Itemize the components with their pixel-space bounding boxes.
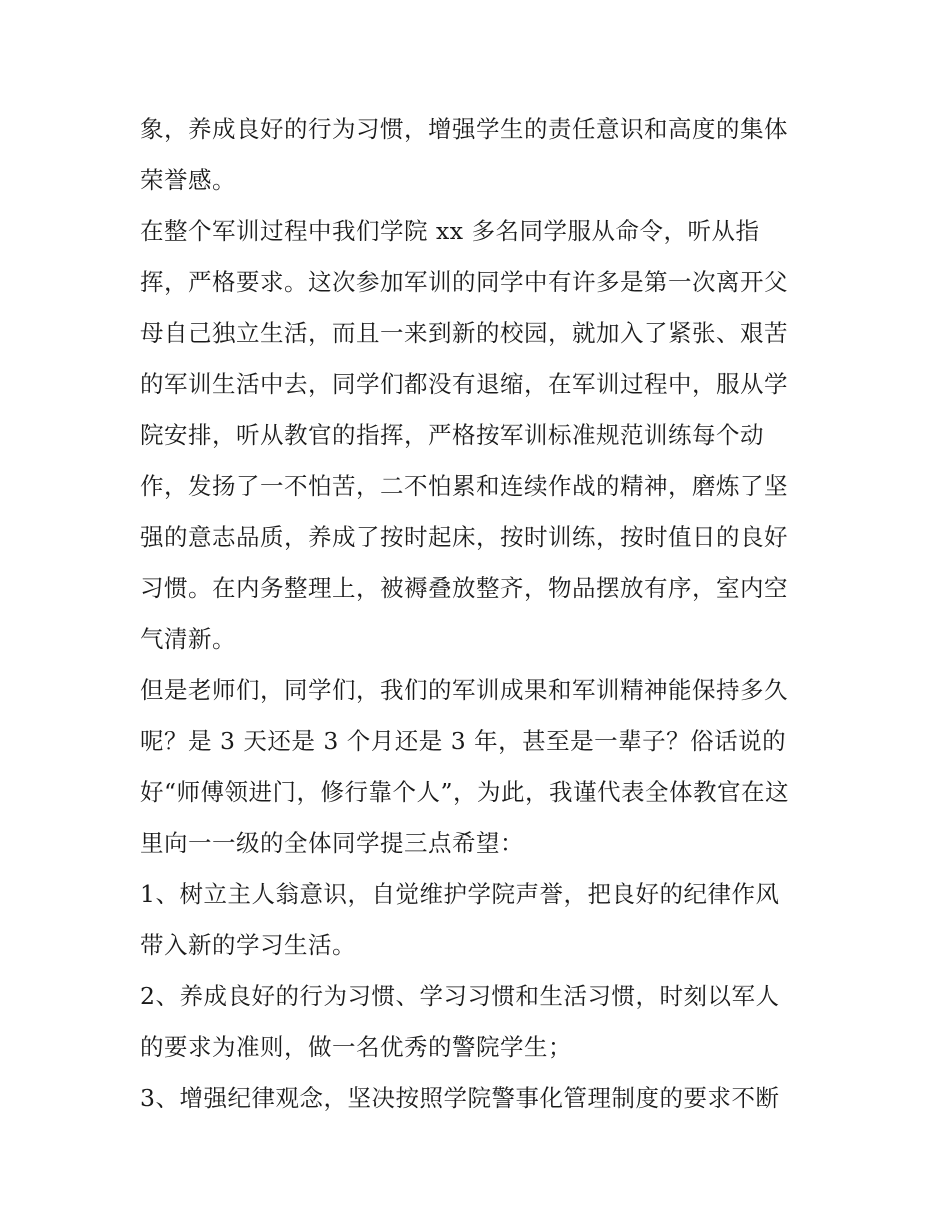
text-line: 挥，严格要求。这次参加军训的同学中有许多是第一次离开父	[140, 268, 788, 296]
text-line: 的要求为准则，做一名优秀的警院学生；	[140, 1033, 572, 1061]
text-line: 好“师傅领进门，修行靠个人”，为此，我谨代表全体教官在这	[140, 778, 790, 806]
text-line: 2、养成良好的行为习惯、学习习惯和生活习惯，时刻以军人	[140, 982, 780, 1010]
text-line: 母自己独立生活，而且一来到新的校园，就加入了紧张、艰苦	[140, 319, 788, 347]
text-line: 但是老师们，同学们，我们的军训成果和军训精神能保持多久	[140, 676, 788, 704]
text-line: 院安排，听从教官的指挥，严格按军训标准规范训练每个动	[140, 421, 764, 449]
text-line: 作，发扬了一不怕苦，二不怕累和连续作战的精神，磨炼了坚	[140, 472, 788, 500]
document-body	[140, 104, 830, 1124]
text-line: 带入新的学习生活。	[140, 931, 356, 959]
text-line: 呢？是 3 天还是 3 个月还是 3 年，甚至是一辈子？俗话说的	[140, 727, 787, 755]
text-line: 1、树立主人翁意识，自觉维护学院声誉，把良好的纪律作风	[140, 880, 780, 908]
text-line: 荣誉感。	[140, 166, 236, 194]
text-line: 气清新。	[140, 625, 236, 653]
text-line: 的军训生活中去，同学们都没有退缩，在军训过程中，服从学	[140, 370, 788, 398]
text-line: 强的意志品质，养成了按时起床，按时训练，按时值日的良好	[140, 523, 788, 551]
text-line: 象，养成良好的行为习惯，增强学生的责任意识和高度的集体	[140, 115, 788, 143]
text-line: 习惯。在内务整理上，被褥叠放整齐，物品摆放有序，室内空	[140, 574, 788, 602]
text-line: 在整个军训过程中我们学院 xx 多名同学服从命令，听从指	[140, 217, 760, 245]
text-line: 里向一一级的全体同学提三点希望：	[140, 829, 524, 857]
text-line: 3、增强纪律观念，坚决按照学院警事化管理制度的要求不断	[140, 1084, 780, 1112]
